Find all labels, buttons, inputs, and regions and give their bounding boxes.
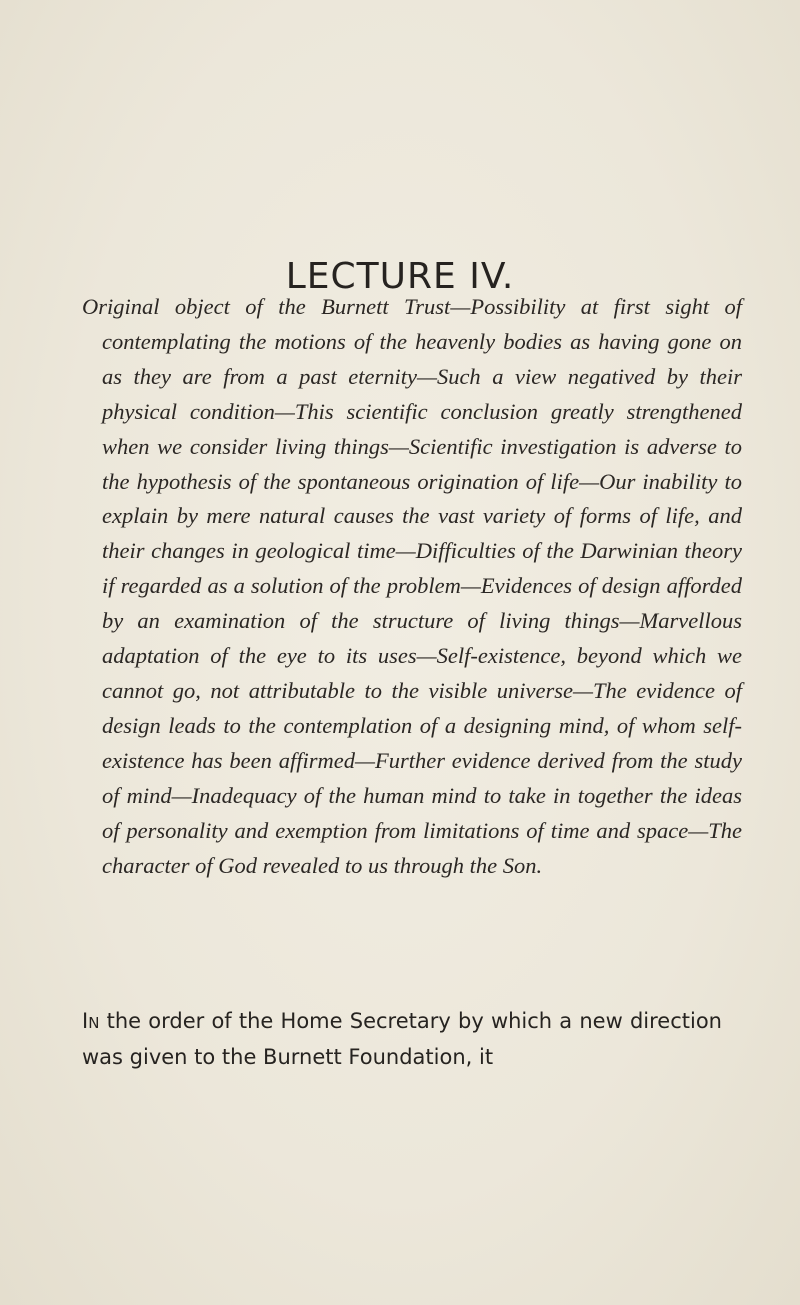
body-paragraph (82, 1003, 722, 1075)
opening-word: In (82, 1009, 100, 1033)
lecture-synopsis: Original object of the Burnett Trust—Possibility at first sight of contemplating the motions of the heavenly bodies as having gone on as they are from a past eternity—Such a view negatived by their physical condition—This scientific conclusion greatly strengthened when we consider living things—Scientific investigation is adverse to the hypothesis of the spontaneous origination of life—Our inability to explain by mere natural causes the vast variety of forms of life, and their changes in geological time—Difficulties of the Darwinian theory if regarded as a solution of the problem—Evidences of design afforded by an examination of the structure of living things—Marvellous adaptation of the eye to its uses—Self-existence, beyond which we cannot go, not attributable to the visible universe—The evidence of design leads to the contemplation of a designing mind, of whom self-existence has been affirmed—Further evidence derived from the study of mind—Inadequacy of the human mind to take in together the ideas of personality and exemption from limitations of time and space—The character of God revealed to us through the Son. (82, 294, 742, 878)
lecture-heading: LECTURE IV. (285, 256, 515, 297)
opening-text: the order of the Home Secretary by which a new direction was given to the Burnett Foundation, it (82, 1009, 722, 1069)
